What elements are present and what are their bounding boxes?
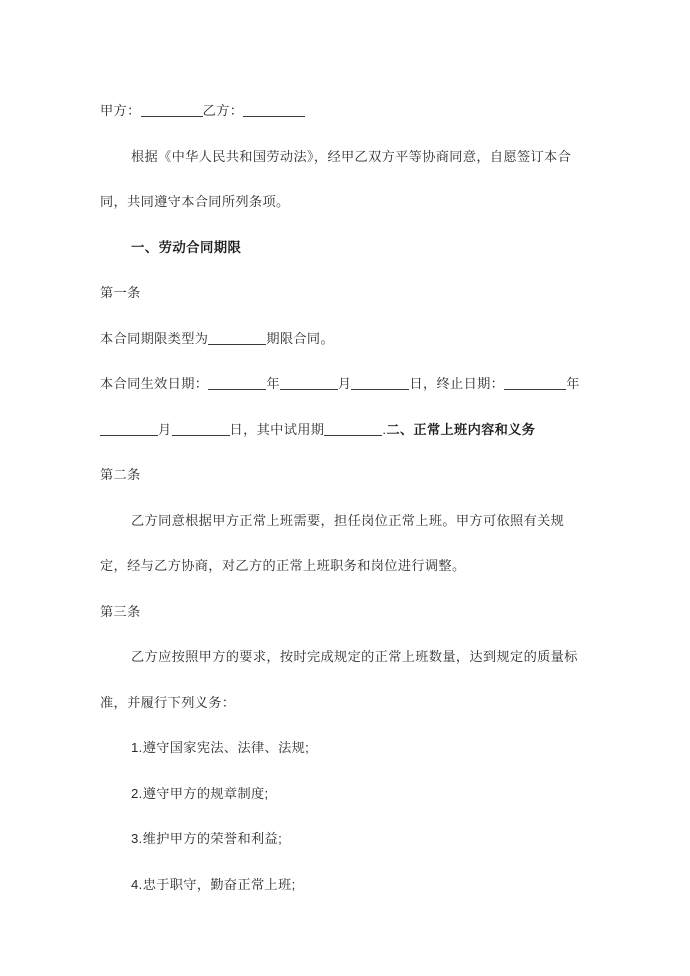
party-b-label: 乙方：	[202, 103, 244, 118]
probation-prefix: ，其中试用期	[243, 421, 325, 437]
clause-one-text-before: 本合同期限类型为	[100, 330, 209, 346]
obligation-item: 1.遵守国家宪法、法律、法规;	[131, 740, 310, 755]
clause-one-term-type	[100, 316, 587, 362]
clause-label-three: 第三条	[100, 603, 141, 619]
preamble-paragraph: 根据《中华人民共和国劳动法》，经甲乙双方平等协商同意，自愿签订本合同，共同遵守本合同所列条项。	[100, 148, 572, 209]
section-heading-one: 一、劳动合同期限	[131, 239, 242, 255]
term-type-blank[interactable]	[208, 331, 266, 345]
start-day-blank[interactable]	[351, 376, 409, 390]
end-month-blank[interactable]	[100, 422, 158, 436]
end-day-unit: 日	[229, 421, 244, 437]
probation-suffix: .	[382, 421, 387, 437]
probation-blank[interactable]	[324, 422, 382, 436]
party-a-label: 甲方：	[100, 103, 141, 118]
end-day-blank[interactable]	[172, 422, 230, 436]
start-month-blank[interactable]	[280, 376, 338, 390]
document-body	[100, 88, 587, 907]
parties-line	[100, 88, 587, 134]
start-year-unit: 年	[266, 376, 280, 391]
party-b-blank[interactable]	[243, 103, 305, 117]
start-day-unit: 日	[409, 376, 423, 391]
section-heading-two-inline: 二、正常上班内容和义务	[386, 421, 536, 437]
party-a-blank[interactable]	[141, 103, 203, 117]
start-month-unit: 月	[337, 376, 352, 391]
obligation-item: 2.遵守甲方的规章制度;	[131, 785, 269, 801]
start-year-blank[interactable]	[208, 376, 266, 390]
obligation-item: 3.维护甲方的荣誉和利益;	[131, 831, 283, 846]
end-month-unit: 月	[158, 421, 172, 437]
obligation-item: 4.忠于职守，勤奋正常上班;	[131, 876, 296, 892]
clause-label-one: 第一条	[100, 285, 141, 300]
date-line-mid: ，终止日期：	[422, 376, 505, 391]
clause-label-two: 第二条	[100, 467, 141, 482]
clause-one-text-after: 期限合同。	[266, 330, 334, 346]
end-year-blank[interactable]	[504, 376, 566, 390]
end-year-unit: 年	[566, 376, 580, 391]
date-line-prefix: 本合同生效日期：	[100, 376, 209, 391]
clause-two-paragraph: 乙方同意根据甲方正常上班需要，担任岗位正常上班。甲方可依照有关规定，经与乙方协商，对乙方的正常上班职务和岗位进行调整。	[100, 512, 565, 573]
contract-date-line	[100, 361, 587, 452]
clause-three-paragraph: 乙方应按照甲方的要求，按时完成规定的正常上班数量，达到规定的质量标准，并履行下列义务：	[100, 649, 578, 710]
